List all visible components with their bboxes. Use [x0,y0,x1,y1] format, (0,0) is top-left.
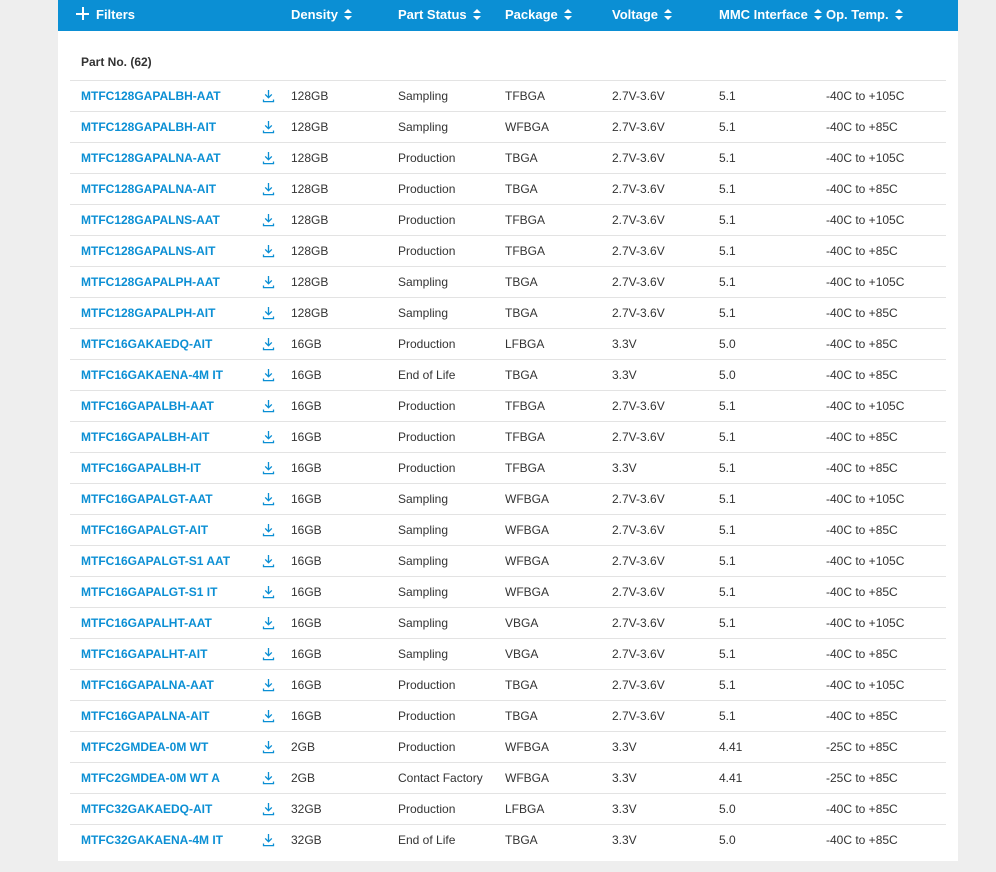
op-temp-cell: -40C to +85C [826,647,898,661]
voltage-cell: 2.7V-3.6V [612,120,665,134]
mmc-interface-cell: 5.1 [719,616,736,630]
op-temp-cell: -40C to +105C [826,492,905,506]
part-status-cell: Sampling [398,554,449,568]
voltage-cell: 2.7V-3.6V [612,492,665,506]
op-temp-cell: -40C to +105C [826,678,905,692]
table-row [70,266,946,297]
density-cell: 2GB [291,771,316,785]
mmc-interface-cell: 5.1 [719,399,736,413]
op-temp-cell: -40C to +85C [826,802,898,816]
part-number-link[interactable]: MTFC128GAPALPH-AIT [81,306,216,320]
part-status-cell: Sampling [398,306,449,320]
mmc-interface-cell: 4.41 [719,740,743,754]
op-temp-cell: -40C to +85C [826,523,898,537]
download-icon[interactable] [262,399,275,413]
download-icon[interactable] [262,802,275,816]
part-status-cell: Sampling [398,120,449,134]
mmc-interface-cell: 5.0 [719,368,736,382]
sort-mmc-interface[interactable] [719,0,822,31]
table-row [70,793,946,824]
package-cell: TBGA [505,182,538,196]
op-temp-cell: -40C to +105C [826,399,905,413]
download-icon[interactable] [262,213,275,227]
density-cell: 128GB [291,306,329,320]
download-icon[interactable] [262,833,275,847]
sort-density[interactable] [291,0,352,31]
voltage-cell: 3.3V [612,833,637,847]
mmc-interface-cell: 5.1 [719,585,736,599]
op-temp-cell: -40C to +85C [826,120,898,134]
download-icon[interactable] [262,585,275,599]
download-icon[interactable] [262,678,275,692]
table-row [70,328,946,359]
voltage-cell: 3.3V [612,368,637,382]
density-cell: 16GB [291,399,322,413]
density-cell: 128GB [291,89,329,103]
sort-package[interactable] [505,0,572,31]
part-status-cell: Production [398,337,456,351]
package-cell: TBGA [505,833,538,847]
density-cell: 16GB [291,368,322,382]
table-row [70,824,946,855]
density-cell: 128GB [291,151,329,165]
sort-arrows-icon [895,9,903,20]
voltage-cell: 3.3V [612,771,637,785]
mmc-interface-cell: 5.1 [719,678,736,692]
table-row [70,669,946,700]
part-status-cell: Sampling [398,616,449,630]
part-number-link[interactable]: MTFC128GAPALPH-AAT [81,275,220,289]
mmc-interface-cell: 5.0 [719,337,736,351]
package-cell: TFBGA [505,399,546,413]
table-row [70,390,946,421]
part-status-cell: Sampling [398,89,449,103]
part-number-link[interactable]: MTFC128GAPALNS-AIT [81,244,216,258]
sort-part-status[interactable] [398,0,481,31]
op-temp-cell: -40C to +85C [826,182,898,196]
table-row [70,607,946,638]
part-status-cell: Sampling [398,523,449,537]
density-cell: 16GB [291,523,322,537]
download-icon[interactable] [262,430,275,444]
package-cell: TFBGA [505,244,546,258]
voltage-cell: 2.7V-3.6V [612,709,665,723]
density-cell: 32GB [291,833,322,847]
density-cell: 128GB [291,275,329,289]
part-status-cell: Production [398,399,456,413]
table-row [70,514,946,545]
density-cell: 16GB [291,554,322,568]
op-temp-cell: -40C to +105C [826,616,905,630]
table-header [58,0,958,31]
op-temp-cell: -40C to +85C [826,306,898,320]
voltage-cell: 2.7V-3.6V [612,616,665,630]
part-status-cell: Contact Factory [398,771,483,785]
sort-arrows-icon [664,9,672,20]
package-cell: LFBGA [505,337,545,351]
density-cell: 128GB [291,182,329,196]
voltage-cell: 2.7V-3.6V [612,647,665,661]
density-cell: 16GB [291,678,322,692]
voltage-cell: 3.3V [612,802,637,816]
density-cell: 128GB [291,244,329,258]
mmc-interface-cell: 5.1 [719,461,736,475]
voltage-cell: 2.7V-3.6V [612,523,665,537]
part-number-link[interactable]: MTFC2GMDEA-0M WT [81,740,209,754]
density-cell: 16GB [291,430,322,444]
download-icon[interactable] [262,120,275,134]
part-status-cell: Sampling [398,492,449,506]
part-number-link[interactable]: MTFC16GAPALHT-AIT [81,647,208,661]
voltage-cell: 3.3V [612,337,637,351]
density-cell: 2GB [291,740,316,754]
download-icon[interactable] [262,740,275,754]
part-status-cell: Production [398,430,456,444]
table-row [70,731,946,762]
mmc-interface-cell: 5.1 [719,554,736,568]
mmc-interface-cell: 5.1 [719,151,736,165]
mmc-interface-cell: 5.1 [719,182,736,196]
op-temp-cell: -40C to +85C [826,430,898,444]
part-number-link[interactable]: MTFC16GAPALHT-AAT [81,616,212,630]
package-cell: WFBGA [505,554,549,568]
density-cell: 128GB [291,213,329,227]
part-number-link[interactable]: MTFC16GAPALNA-AAT [81,678,214,692]
package-cell: WFBGA [505,523,549,537]
filters-button[interactable] [76,0,135,31]
download-icon[interactable] [262,461,275,475]
part-status-cell: End of Life [398,368,456,382]
op-temp-cell: -40C to +105C [826,89,905,103]
density-cell: 16GB [291,492,322,506]
download-icon[interactable] [262,306,275,320]
voltage-cell: 2.7V-3.6V [612,430,665,444]
mmc-interface-cell: 5.1 [719,275,736,289]
sort-arrows-icon [814,9,822,20]
op-temp-cell: -40C to +85C [826,585,898,599]
package-cell: TBGA [505,275,538,289]
package-cell: TBGA [505,678,538,692]
voltage-cell: 2.7V-3.6V [612,585,665,599]
part-number-link[interactable]: MTFC16GAPALGT-S1 IT [81,585,218,599]
download-icon[interactable] [262,151,275,165]
mmc-interface-cell: 5.0 [719,833,736,847]
download-icon[interactable] [262,616,275,630]
op-temp-cell: -40C to +85C [826,337,898,351]
download-icon[interactable] [262,182,275,196]
density-cell: 16GB [291,647,322,661]
voltage-cell: 2.7V-3.6V [612,213,665,227]
table-row [70,173,946,204]
part-status-cell: Production [398,802,456,816]
part-number-link[interactable]: MTFC16GAKAENA-4M IT [81,368,224,382]
part-number-link[interactable]: MTFC16GAPALNA-AIT [81,709,210,723]
mmc-interface-cell: 5.1 [719,523,736,537]
part-status-cell: Sampling [398,585,449,599]
table-row [70,483,946,514]
density-cell: 16GB [291,461,322,475]
part-status-cell: Production [398,182,456,196]
package-cell: WFBGA [505,492,549,506]
column-header-op-temp: Op. Temp. [826,7,889,22]
part-number-link[interactable]: MTFC16GAPALGT-S1 AAT [81,554,231,568]
part-number-link[interactable]: MTFC16GAPALBH-AIT [81,430,210,444]
column-header-part-status: Part Status [398,7,467,22]
part-status-cell: Production [398,461,456,475]
part-number-link[interactable]: MTFC32GAKAEDQ-AIT [81,802,213,816]
table-row [70,762,946,793]
voltage-cell: 2.7V-3.6V [612,275,665,289]
mmc-interface-cell: 5.1 [719,492,736,506]
mmc-interface-cell: 5.1 [719,120,736,134]
package-cell: TFBGA [505,89,546,103]
package-cell: VBGA [505,647,539,661]
density-cell: 16GB [291,616,322,630]
download-icon[interactable] [262,275,275,289]
mmc-interface-cell: 5.1 [719,709,736,723]
table-row [70,297,946,328]
package-cell: WFBGA [505,120,549,134]
op-temp-cell: -40C to +85C [826,244,898,258]
package-cell: WFBGA [505,771,549,785]
package-cell: WFBGA [505,585,549,599]
table-row [70,204,946,235]
sort-arrows-icon [344,9,352,20]
density-cell: 128GB [291,120,329,134]
package-cell: TBGA [505,368,538,382]
table-row [70,638,946,669]
filters-label: Filters [96,7,136,22]
op-temp-cell: -40C to +105C [826,213,905,227]
parts-table [70,80,946,855]
package-cell: TBGA [505,151,538,165]
density-cell: 16GB [291,585,322,599]
voltage-cell: 3.3V [612,740,637,754]
column-header-mmc-interface: MMC Interface [719,7,808,22]
download-icon[interactable] [262,771,275,785]
part-number-link[interactable]: MTFC128GAPALNA-AAT [81,151,221,165]
sort-arrows-icon [564,9,572,20]
column-header-package: Package [505,7,558,22]
table-row [70,421,946,452]
mmc-interface-cell: 5.1 [719,647,736,661]
download-icon[interactable] [262,709,275,723]
mmc-interface-cell: 4.41 [719,771,743,785]
package-cell: WFBGA [505,740,549,754]
op-temp-cell: -25C to +85C [826,771,898,785]
part-status-cell: End of Life [398,833,456,847]
voltage-cell: 2.7V-3.6V [612,399,665,413]
download-icon[interactable] [262,523,275,537]
voltage-cell: 2.7V-3.6V [612,554,665,568]
table-row [70,111,946,142]
part-count-label: Part No. (62) [81,55,152,69]
sort-voltage[interactable] [612,0,672,31]
table-row [70,700,946,731]
part-number-link[interactable]: MTFC16GAPALBH-IT [81,461,201,475]
package-cell: TFBGA [505,213,546,227]
results-panel [58,0,958,861]
part-number-link[interactable]: MTFC128GAPALNS-AAT [81,213,220,227]
package-cell: TBGA [505,709,538,723]
voltage-cell: 3.3V [612,461,637,475]
sort-op-temp[interactable] [826,0,903,31]
part-status-cell: Sampling [398,275,449,289]
column-header-voltage: Voltage [612,7,658,22]
sort-arrows-icon [473,9,481,20]
package-cell: TFBGA [505,430,546,444]
mmc-interface-cell: 5.1 [719,213,736,227]
table-row [70,142,946,173]
table-row [70,80,946,111]
download-icon[interactable] [262,89,275,103]
mmc-interface-cell: 5.0 [719,802,736,816]
voltage-cell: 2.7V-3.6V [612,306,665,320]
package-cell: TFBGA [505,461,546,475]
part-status-cell: Production [398,709,456,723]
mmc-interface-cell: 5.1 [719,306,736,320]
part-status-cell: Production [398,151,456,165]
download-icon[interactable] [262,492,275,506]
voltage-cell: 2.7V-3.6V [612,89,665,103]
part-number-link[interactable]: MTFC16GAPALGT-AIT [81,523,209,537]
package-cell: LFBGA [505,802,545,816]
op-temp-cell: -40C to +85C [826,709,898,723]
part-status-cell: Production [398,244,456,258]
op-temp-cell: -25C to +85C [826,740,898,754]
download-icon[interactable] [262,554,275,568]
package-cell: VBGA [505,616,539,630]
mmc-interface-cell: 5.1 [719,244,736,258]
download-icon[interactable] [262,368,275,382]
part-number-link[interactable]: MTFC128GAPALBH-AIT [81,120,217,134]
density-cell: 16GB [291,709,322,723]
op-temp-cell: -40C to +105C [826,554,905,568]
voltage-cell: 2.7V-3.6V [612,244,665,258]
part-status-cell: Production [398,678,456,692]
table-row [70,235,946,266]
download-icon[interactable] [262,337,275,351]
part-status-cell: Sampling [398,647,449,661]
mmc-interface-cell: 5.1 [719,430,736,444]
part-number-link[interactable]: MTFC32GAKAENA-4M IT [81,833,224,847]
table-row [70,359,946,390]
part-number-link[interactable]: MTFC16GAKAEDQ-AIT [81,337,213,351]
part-number-link[interactable]: MTFC2GMDEA-0M WT A [81,771,220,785]
table-row [70,576,946,607]
density-cell: 32GB [291,802,322,816]
download-icon[interactable] [262,647,275,661]
part-number-link[interactable]: MTFC128GAPALNA-AIT [81,182,217,196]
part-number-link[interactable]: MTFC16GAPALBH-AAT [81,399,214,413]
density-cell: 16GB [291,337,322,351]
column-header-density: Density [291,7,338,22]
table-row [70,452,946,483]
part-status-cell: Production [398,213,456,227]
voltage-cell: 2.7V-3.6V [612,678,665,692]
download-icon[interactable] [262,244,275,258]
op-temp-cell: -40C to +105C [826,275,905,289]
op-temp-cell: -40C to +105C [826,151,905,165]
part-number-link[interactable]: MTFC128GAPALBH-AAT [81,89,221,103]
mmc-interface-cell: 5.1 [719,89,736,103]
part-status-cell: Production [398,740,456,754]
op-temp-cell: -40C to +85C [826,368,898,382]
op-temp-cell: -40C to +85C [826,461,898,475]
op-temp-cell: -40C to +85C [826,833,898,847]
plus-icon [76,7,89,20]
part-number-link[interactable]: MTFC16GAPALGT-AAT [81,492,213,506]
voltage-cell: 2.7V-3.6V [612,182,665,196]
package-cell: TBGA [505,306,538,320]
voltage-cell: 2.7V-3.6V [612,151,665,165]
table-row [70,545,946,576]
